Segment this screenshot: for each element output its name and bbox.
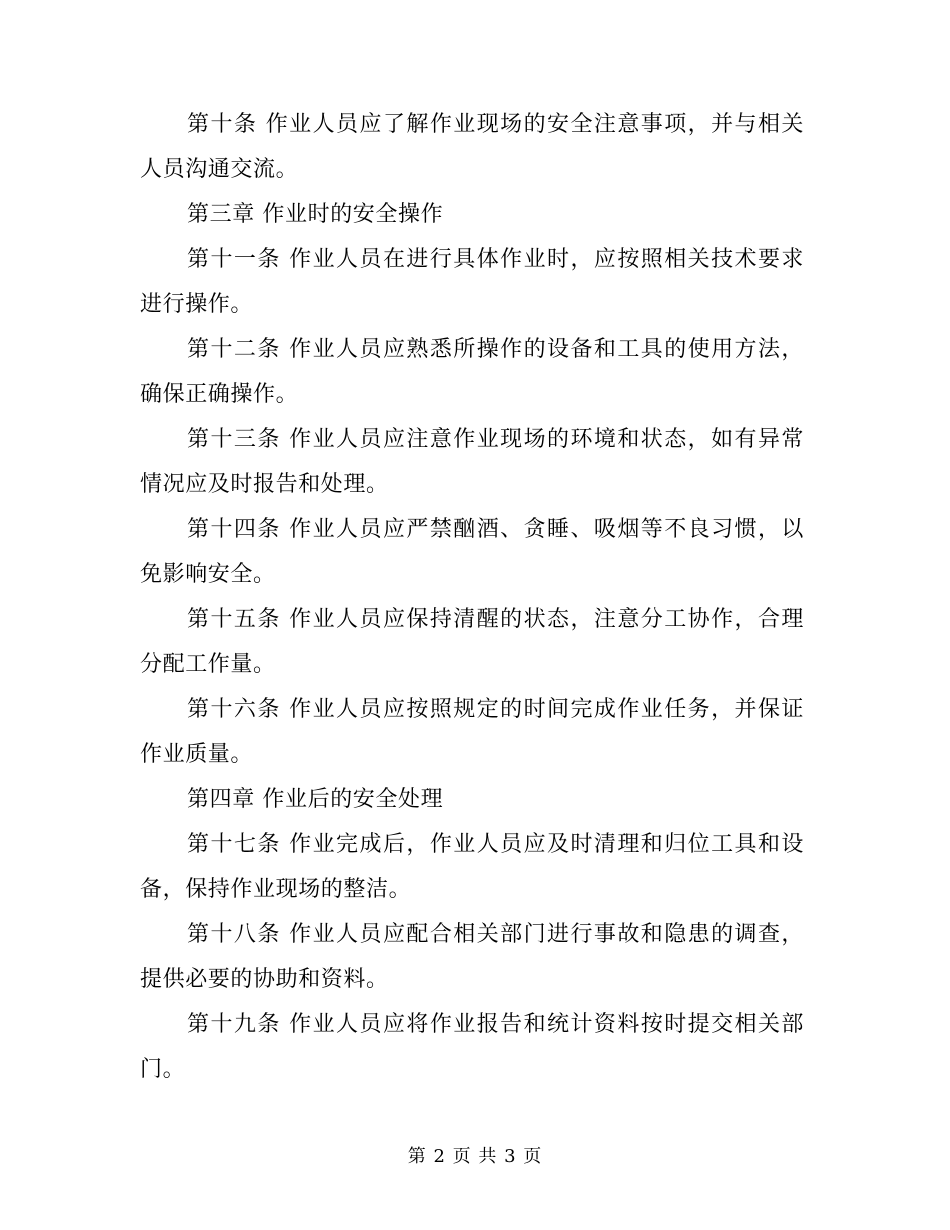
article-18: 第十八条 作业人员应配合相关部门进行事故和隐患的调查，提供必要的协助和资料。: [140, 922, 804, 992]
article-13: 第十三条 作业人员应注意作业现场的环境和状态，如有异常情况应及时报告和处理。: [140, 427, 804, 497]
article-11: 第十一条 作业人员在进行具体作业时，应按照相关技术要求进行操作。: [140, 247, 804, 317]
article-15: 第十五条 作业人员应保持清醒的状态，注意分工协作，合理分配工作量。: [140, 607, 804, 677]
article-19: 第十九条 作业人员应将作业报告和统计资料按时提交相关部门。: [140, 1012, 804, 1082]
document-body: [140, 102, 804, 1092]
article-10: 第十条 作业人员应了解作业现场的安全注意事项，并与相关人员沟通交流。: [140, 112, 804, 182]
article-12: 第十二条 作业人员应熟悉所操作的设备和工具的使用方法，确保正确操作。: [140, 337, 804, 407]
chapter-3-heading: 第三章 作业时的安全操作: [187, 202, 444, 227]
article-17: 第十七条 作业完成后，作业人员应及时清理和归位工具和设备，保持作业现场的整洁。: [140, 832, 804, 902]
article-14: 第十四条 作业人员应严禁酗酒、贪睡、吸烟等不良习惯，以免影响安全。: [140, 517, 804, 587]
article-16: 第十六条 作业人员应按照规定的时间完成作业任务，并保证作业质量。: [140, 697, 804, 767]
page-footer: 第 2 页 共 3 页: [407, 1146, 543, 1167]
chapter-4-heading: 第四章 作业后的安全处理: [187, 787, 444, 812]
